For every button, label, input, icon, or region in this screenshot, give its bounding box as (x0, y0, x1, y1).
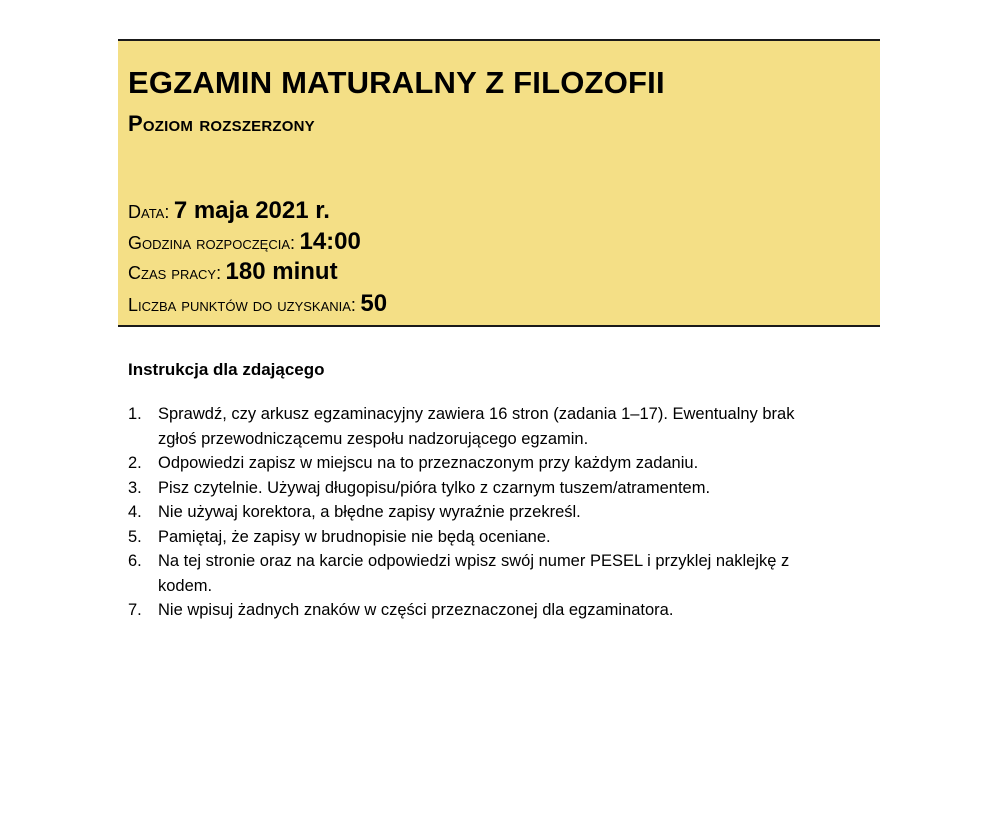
instructions-heading: Instrukcja dla zdającego (128, 360, 325, 379)
exam-title: EGZAMIN MATURALNY Z FILOZOFII (128, 65, 665, 100)
instruction-item (128, 476, 828, 501)
exam-date-label: Data: (128, 202, 170, 222)
exam-duration-line (128, 260, 338, 284)
instruction-text: Sprawdź, czy arkusz egzaminacyjny zawiera 16 stron (zadania 1–17). Ewentualny brak zgłoś przewodniczącemu zespołu nadzorującego egzamin. (158, 405, 795, 448)
exam-date-value: 7 maja 2021 r. (173, 197, 330, 224)
instruction-item (128, 549, 828, 598)
instruction-number: 1. (128, 405, 142, 423)
instruction-number: 4. (128, 503, 142, 521)
instruction-text: Nie wpisuj żadnych znaków w części przeznaczonej dla egzaminatora. (158, 601, 674, 619)
exam-duration-label: Czas pracy: (128, 263, 222, 283)
instruction-number: 5. (128, 527, 142, 546)
instructions-list (128, 402, 828, 623)
exam-points-label: Liczba punktów do uzyskania: (128, 295, 356, 315)
instruction-number: 7. (128, 601, 142, 619)
exam-start-time-line (128, 230, 361, 254)
instruction-number: 6. (128, 552, 142, 570)
exam-duration-value: 180 minut (225, 258, 338, 285)
exam-points-line (128, 292, 387, 316)
exam-date-line (128, 199, 330, 223)
instruction-item (128, 525, 828, 550)
instruction-text: Na tej stronie oraz na karcie odpowiedzi wpisz swój numer PESEL i przyklej naklejkę z kodem. (158, 552, 790, 595)
instruction-number: 3. (128, 478, 142, 497)
exam-points-value: 50 (360, 290, 388, 317)
instruction-text: Pisz czytelnie. Używaj długopisu/pióra tylko z czarnym tuszem/atramentem. (158, 478, 711, 497)
instruction-text: Odpowiedzi zapisz w miejscu na to przeznaczonym przy każdym zadaniu. (158, 454, 699, 472)
instruction-text: Nie używaj korektora, a błędne zapisy wyraźnie przekreśl. (158, 503, 581, 521)
instruction-item (128, 402, 828, 451)
exam-start-time-value: 14:00 (299, 228, 361, 255)
instruction-item (128, 451, 828, 476)
instruction-item (128, 500, 828, 525)
exam-start-time-label: Godzina rozpoczęcia: (128, 233, 296, 253)
instruction-number: 2. (128, 454, 142, 472)
exam-level: Poziom rozszerzony (128, 111, 315, 136)
instruction-item (128, 598, 828, 623)
exam-header-box (118, 39, 880, 327)
instruction-text: Pamiętaj, że zapisy w brudnopisie nie będą oceniane. (158, 527, 551, 546)
